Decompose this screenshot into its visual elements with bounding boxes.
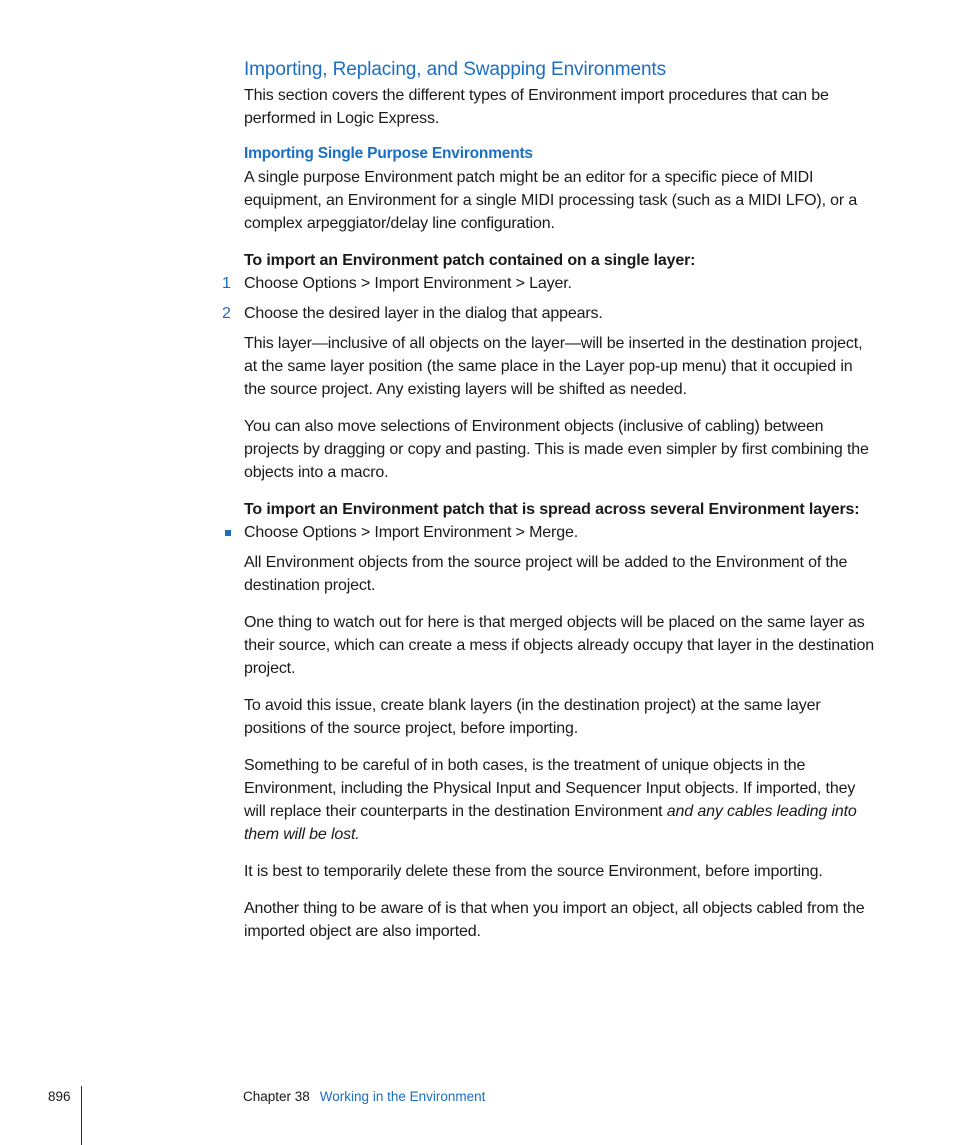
- task-heading-1: To import an Environment patch contained on a single layer:: [244, 252, 696, 269]
- step-text: Choose Options > Import Environment > Merge.: [244, 524, 579, 541]
- watch-out-note: One thing to watch out for here is that merged objects will be placed on the same layer as their source, which can create a mess if objects already occupy that layer in the destination project.: [244, 614, 874, 677]
- step-2: [222, 302, 874, 325]
- footer-divider: [81, 1086, 82, 1145]
- intro-paragraph: This section covers the different types of Environment import procedures that can be performed in Logic Express.: [244, 87, 829, 127]
- step-number: 1: [222, 275, 231, 292]
- macro-note: You can also move selections of Environment objects (inclusive of cabling) between projects by dragging or copy and pasting. This is made even simpler by first combining the objects into a macro.: [244, 418, 869, 481]
- footer-chapter: [243, 1089, 485, 1104]
- task-heading-2: To import an Environment patch that is spread across several Environment layers:: [244, 501, 860, 518]
- step-text: Choose Options > Import Environment > Layer.: [244, 275, 572, 292]
- page-content: [222, 58, 874, 957]
- careful-text: Something to be careful of in both cases, is the treatment of unique objects in the Environment, including the Physical Input and Sequencer Input objects. If imported, they will replace their counterparts in the destination Environment: [244, 757, 856, 820]
- careful-note: [244, 754, 874, 846]
- merge-note: All Environment objects from the source project will be added to the Environment of the destination project.: [244, 554, 848, 594]
- chapter-title: Working in the Environment: [319, 1089, 486, 1104]
- step-1: [222, 272, 874, 295]
- delete-note: It is best to temporarily delete these from the source Environment, before importing.: [244, 863, 823, 880]
- careful-italic: and any cables leading into them will be lost.: [244, 803, 857, 843]
- step-number: 2: [222, 305, 231, 322]
- chapter-label: Chapter 38: [243, 1089, 310, 1104]
- avoid-note: To avoid this issue, create blank layers (in the destination project) at the same layer positions of the source project, before importing.: [244, 697, 821, 737]
- cabled-note: Another thing to be aware of is that when you import an object, all objects cabled from the imported object are also imported.: [244, 900, 865, 940]
- subsection-title: Importing Single Purpose Environments: [244, 145, 533, 162]
- page-number: 896: [48, 1089, 71, 1104]
- bullet-icon: [225, 530, 231, 536]
- layer-note: This layer—inclusive of all objects on the layer—will be inserted in the destination project, at the same layer position (the same place in the Layer pop-up menu) that it occupied in the source project. Any existing layers will be shifted as needed.: [244, 335, 863, 398]
- section-title: Importing, Replacing, and Swapping Environments: [244, 59, 666, 80]
- subsection-intro: A single purpose Environment patch might be an editor for a specific piece of MIDI equipment, an Environment for a single MIDI processing task (such as a MIDI LFO), or a complex arpeggiator/delay line configuration.: [244, 169, 858, 232]
- bullet-step: [244, 521, 874, 544]
- step-text: Choose the desired layer in the dialog that appears.: [244, 305, 603, 322]
